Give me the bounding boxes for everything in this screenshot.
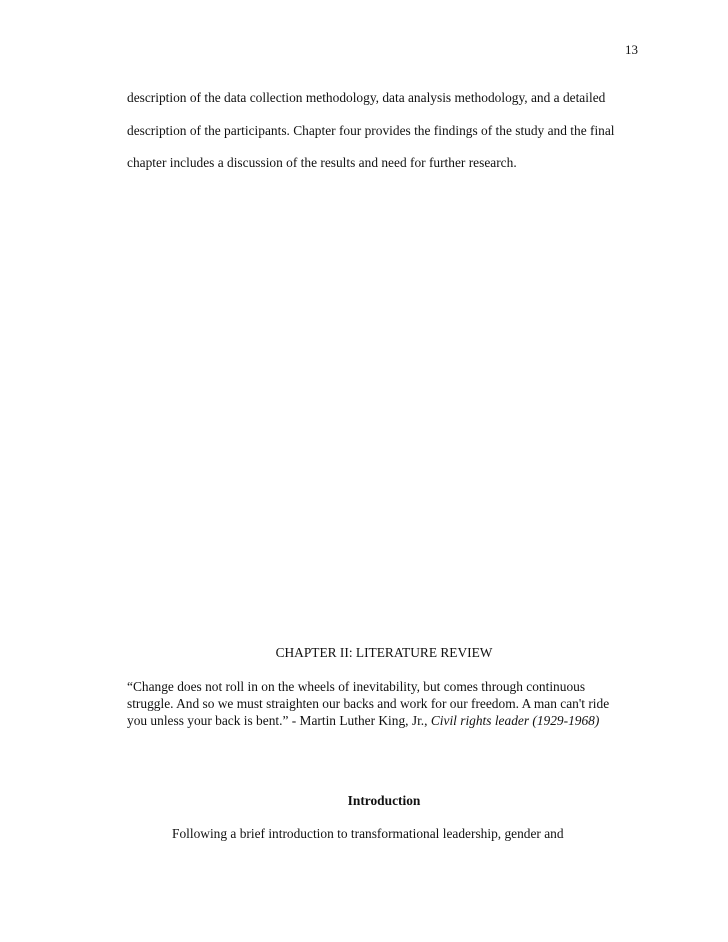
page-number: 13 [625,42,638,57]
body-text-line: description of the participants. Chapter four provides the findings of the study and the final [127,123,615,138]
epigraph-line: struggle. And so we must straighten our backs and work for our freedom. A man can't ride [127,696,610,711]
section-heading: Introduction [347,793,421,808]
body-text-line: description of the data collection methodology, data analysis methodology, and a detailed [127,90,606,105]
chapter-heading: CHAPTER II: LITERATURE REVIEW [275,645,493,660]
epigraph-attribution: Civil rights leader (1929-1968) [430,713,600,728]
epigraph-text: you unless your back is bent.” - Martin Luther King, Jr., [127,713,431,728]
body-text-line: chapter includes a discussion of the results and need for further research. [127,155,517,170]
epigraph-line: “Change does not roll in on the wheels of inevitability, but comes through continuous [127,679,586,694]
epigraph-line-attribution [127,712,599,729]
body-text-line: Following a brief introduction to transformational leadership, gender and [172,826,564,841]
